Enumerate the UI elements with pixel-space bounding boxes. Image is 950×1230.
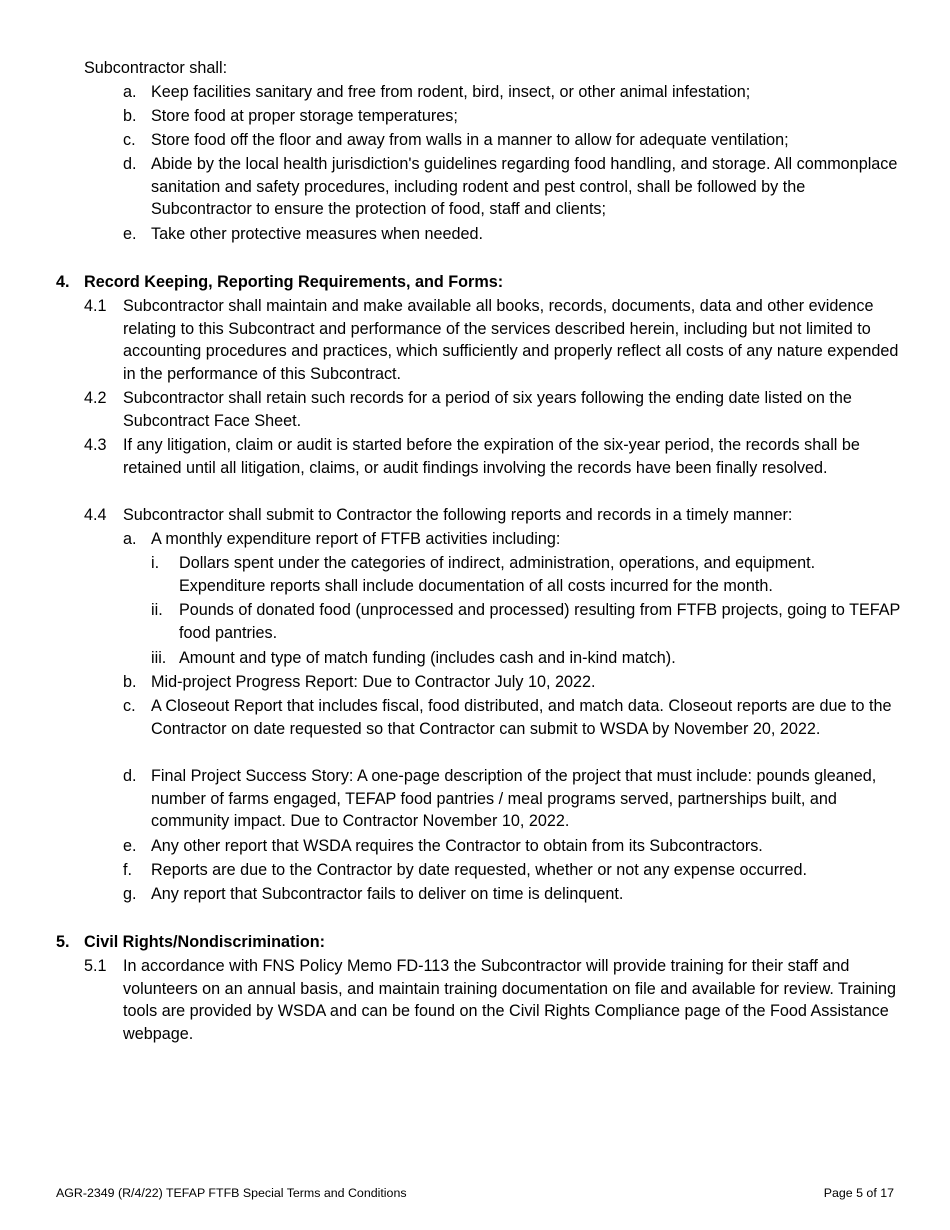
item-label: iii. — [151, 649, 167, 667]
section-number: 4. — [56, 273, 70, 291]
item-text: Subcontractor shall maintain and make available all books, records, documents, data and other evidence relating to this Subcontract and performance of the services described herein, including but not limited to accounting procedures and practices, which sufficiently and properly reflect all costs of any nature expended in the performance of this Subcontract. — [123, 297, 899, 383]
footer-page-number: Page 5 of 17 — [823, 1186, 894, 1200]
list-item — [123, 765, 903, 833]
item-label: ii. — [151, 601, 163, 619]
item-text: Reports are due to the Contractor by date requested, whether or not any expense occurred. — [151, 861, 807, 879]
item-text: In accordance with FNS Policy Memo FD-113 the Subcontractor will provide training for their staff and volunteers on an annual basis, and maintain training documentation on file and available for review. Training tools are provided by WSDA and can be found on the Civil Rights Compliance page of the Food Assistance webpage. — [123, 957, 896, 1043]
list-item — [123, 695, 903, 740]
section-title: Civil Rights/Nondiscrimination: — [84, 933, 326, 951]
item-text: Any other report that WSDA requires the Contractor to obtain from its Subcontractors. — [151, 837, 763, 855]
item-label: a. — [123, 83, 137, 101]
item-number: 4.2 — [84, 389, 107, 407]
list-item — [123, 835, 903, 858]
item-label: d. — [123, 155, 137, 173]
numbered-item — [84, 295, 904, 385]
sub-list-item — [151, 599, 901, 644]
section-heading — [56, 931, 906, 954]
item-label: g. — [123, 885, 137, 903]
item-text: Final Project Success Story: A one-page description of the project that must include: pounds gleaned, number of farms engaged, TEFAP food pantries / meal programs served, partnerships built, and community impact. Due to Contractor November 10, 2022. — [151, 767, 877, 831]
item-text: Any report that Subcontractor fails to deliver on time is delinquent. — [151, 885, 624, 903]
intro-text: Subcontractor shall: — [84, 59, 228, 77]
item-text: A monthly expenditure report of FTFB activities including: — [151, 530, 561, 548]
numbered-item — [84, 387, 904, 432]
item-number: 4.3 — [84, 436, 107, 454]
item-label: c. — [123, 131, 136, 149]
list-item — [123, 883, 903, 906]
list-item — [123, 859, 903, 882]
item-label: e. — [123, 225, 137, 243]
list-item — [123, 153, 903, 221]
item-text: Amount and type of match funding (includes cash and in-kind match). — [179, 649, 676, 667]
list-item — [123, 671, 903, 694]
item-text: Store food at proper storage temperatures; — [151, 107, 458, 125]
list-item — [123, 81, 903, 104]
numbered-item — [84, 504, 904, 527]
list-item — [123, 223, 903, 246]
section-heading — [56, 271, 906, 294]
item-text: Subcontractor shall submit to Contractor the following reports and records in a timely manner: — [123, 506, 793, 524]
item-text: A Closeout Report that includes fiscal, food distributed, and match data. Closeout reports are due to the Contractor on date requested so that Contractor can submit to WSDA by November 20, 2022. — [151, 697, 892, 738]
item-label: b. — [123, 673, 137, 691]
item-text: Subcontractor shall retain such records for a period of six years following the ending date listed on the Subcontract Face Sheet. — [123, 389, 852, 430]
item-text: Store food off the floor and away from walls in a manner to allow for adequate ventilation; — [151, 131, 789, 149]
section-number: 5. — [56, 933, 70, 951]
item-text: Keep facilities sanitary and free from rodent, bird, insect, or other animal infestation; — [151, 83, 751, 101]
numbered-item — [84, 955, 904, 1045]
list-item — [123, 105, 903, 128]
section-title: Record Keeping, Reporting Requirements, and Forms: — [84, 273, 504, 291]
item-text: Mid-project Progress Report: Due to Contractor July 10, 2022. — [151, 673, 596, 691]
item-label: b. — [123, 107, 137, 125]
item-label: d. — [123, 767, 137, 785]
numbered-item — [84, 434, 904, 479]
item-number: 4.1 — [84, 297, 107, 315]
sub-list-item — [151, 552, 901, 597]
item-text: Take other protective measures when needed. — [151, 225, 484, 243]
item-text: If any litigation, claim or audit is started before the expiration of the six-year period, the records shall be retained until all litigation, claims, or audit findings involving the records have been finally resolved. — [123, 436, 860, 477]
item-text: Abide by the local health jurisdiction's guidelines regarding food handling, and storage. All commonplace sanitation and safety procedures, including rodent and pest control, shall be followed by the Subcontractor to ensure the protection of food, staff and clients; — [151, 155, 898, 219]
sub-list-item — [151, 647, 901, 670]
item-label: c. — [123, 697, 136, 715]
item-text: Dollars spent under the categories of indirect, administration, operations, and equipment. Expenditure reports shall include documentation of all costs incurred for the month. — [179, 554, 816, 595]
list-item — [123, 528, 903, 551]
item-number: 4.4 — [84, 506, 107, 524]
footer-document-id: AGR-2349 (R/4/22) TEFAP FTFB Special Terms and Conditions — [56, 1186, 407, 1200]
item-label: e. — [123, 837, 137, 855]
item-number: 5.1 — [84, 957, 107, 975]
item-label: a. — [123, 530, 137, 548]
list-item — [123, 129, 903, 152]
item-text: Pounds of donated food (unprocessed and processed) resulting from FTFB projects, going to TEFAP food pantries. — [179, 601, 901, 642]
item-label: i. — [151, 554, 160, 572]
item-label: f. — [123, 861, 132, 879]
